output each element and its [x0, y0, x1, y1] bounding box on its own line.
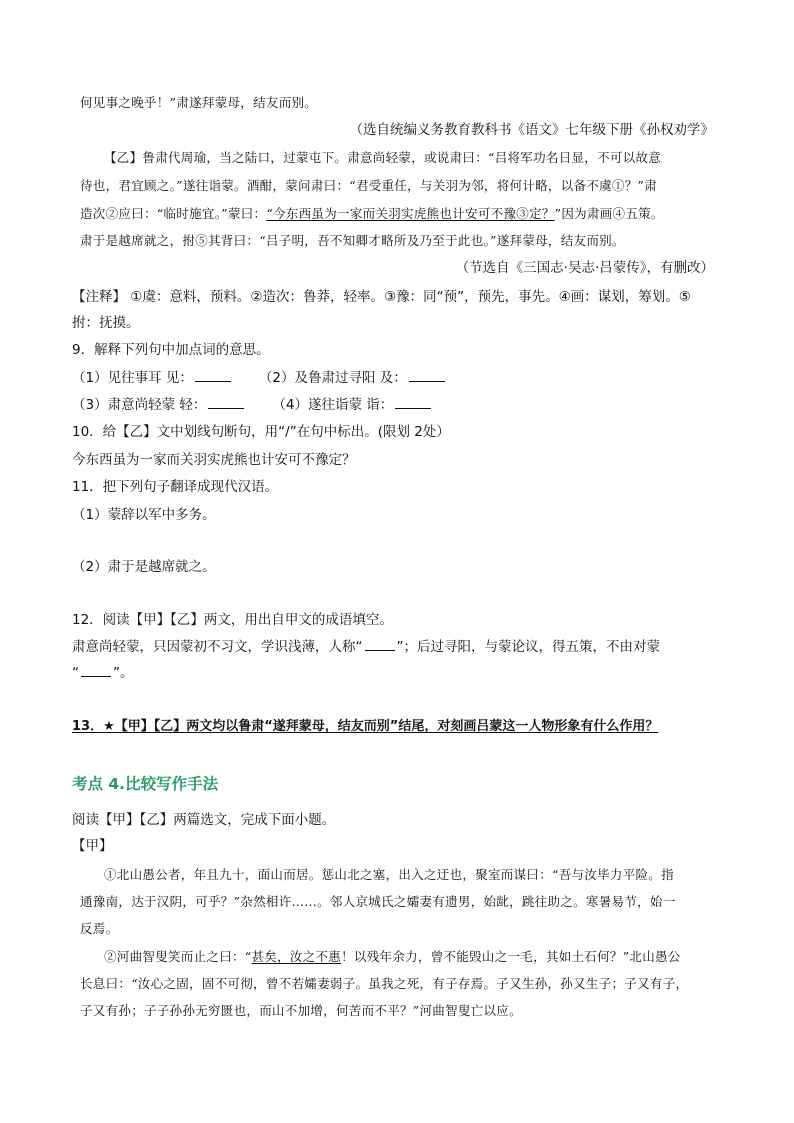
section-intro: 阅读【甲】【乙】两篇选文，完成下面小题。 [72, 812, 336, 828]
section-heading: 考点 4.比较写作手法 [72, 775, 219, 793]
jia-label: 【甲】 [72, 838, 113, 854]
question-13: 13．★【甲】【乙】两文均以鲁肃“遂拜蒙母，结友而别”结尾，对刻画吕蒙这一人物形象有什么作用？ [72, 719, 659, 734]
question-9-row-2 [72, 396, 433, 414]
passage-para2-line-1 [104, 948, 681, 966]
passage-yi-line-3-end: ”因为肃画④五策。 [554, 206, 664, 221]
question-11-item-1: （1）蒙辞以军中多务。 [72, 507, 216, 523]
notes-line-2: 拊：抚摸。 [72, 315, 140, 331]
para2-text: ②河曲智叟笑而止之曰：“ [104, 949, 252, 964]
q12-text: ”；后过寻阳，与蒙论议，得五策，不由对蒙 [396, 639, 660, 655]
notes-line-1: 【注释】 ①虞：意料，预料。②造次：鲁莽，轻率。③豫：同“预”，预先，事先。④画：谋划，筹划。⑤ [72, 289, 691, 305]
passage-yi-line-2: 待也，君宜顾之。”遂往诣蒙。酒酣，蒙问肃曰：“君受重任，与关羽为邻，将何计略，以备不虞①？”肃 [80, 178, 658, 193]
q12-text: “ [72, 665, 79, 681]
answer-blank[interactable] [208, 396, 244, 409]
passage-yi-line-3-start: 造次②应曰：“临时施宜。”蒙曰： [80, 206, 267, 221]
passage-yi-line-3 [80, 205, 664, 223]
source-citation-yi: （节选自《三国志·吴志·吕蒙传》，有删改） [455, 260, 714, 276]
para2-text: ！以残年余力，曾不能毁山之一毛，其如土石何？”北山愚公 [341, 949, 681, 964]
answer-blank[interactable] [395, 396, 431, 409]
passage-para2-line-3: 子又有孙；子子孙孙无穷匮也，而山不加增，何苦而不平？”河曲智叟亡以应。 [80, 1003, 522, 1018]
answer-blank[interactable] [81, 664, 111, 677]
question-11-title: 11．把下列句子翻译成现代汉语。 [72, 479, 279, 495]
passage-para1-line-2: 通豫南，达于汉阴，可乎？”杂然相许……。邻人京城氏之孀妻有遗男，始龀，跳往助之。寒暑易节，始一 [80, 894, 676, 909]
answer-blank[interactable] [409, 369, 445, 382]
passage-para1-line-3: 反焉。 [80, 921, 119, 936]
q9-item-2: （2）及鲁肃过寻阳 及： [258, 370, 407, 386]
q12-text: 肃意尚轻蒙，只因蒙初不习文，学识浅薄，人称“ [72, 639, 363, 655]
passage-jia-end: 何见事之晚乎！”肃遂拜蒙母，结友而别。 [80, 95, 318, 110]
q9-item-1: （1）见往事耳 见： [72, 370, 193, 386]
question-10-title: 10．给【乙】文中划线句断句，用“/”在句中标出。(限划 2处） [72, 424, 450, 440]
q9-item-3: （3）肃意尚轻蒙 轻： [72, 397, 207, 413]
question-10-sentence: 今东西虽为一家而关羽实虎熊也计安可不豫定？ [72, 452, 356, 468]
question-12-line-2 [72, 664, 134, 682]
passage-para1-line-1: ①北山愚公者，年且九十，面山而居。惩山北之塞，出入之迂也，聚室而谋曰：“吾与汝毕力平险。指 [104, 867, 674, 882]
underlined-phrase: 甚矣，汝之不惠 [251, 949, 342, 964]
question-9-row-1 [72, 369, 447, 387]
passage-yi-line-1: 【乙】鲁肃代周瑜，当之陆口，过蒙屯下。肃意尚轻蒙，或说肃曰：“吕将军功名日显，不可以故意 [104, 150, 662, 165]
question-9-title: 9．解释下列句中加点词的意思。 [72, 342, 270, 358]
answer-blank[interactable] [195, 369, 231, 382]
question-11-item-2: （2）肃于是越席就之。 [72, 559, 216, 575]
passage-para2-line-2: 长息曰：“汝心之固，固不可彻，曾不若孀妻弱子。虽我之死，有子存焉。子又生孙，孙又生子；子又有子， [80, 976, 689, 991]
source-citation-jia: （选自统编义务教育教科书《语文》七年级下册《孙权劝学》 [349, 122, 714, 138]
q12-text: ”。 [113, 665, 134, 681]
answer-blank[interactable] [365, 638, 395, 651]
passage-yi-line-4: 肃于是越席就之，拊⑤其背曰：“吕子明，吾不知卿才略所及乃至于此也。”遂拜蒙母，结友而别。 [80, 233, 625, 248]
underlined-sentence: “今东西虽为一家而关羽实虎熊也计安可不豫③定？ [266, 206, 555, 221]
q9-item-4: （4）遂往诣蒙 诣： [272, 397, 394, 413]
question-12-line-1 [72, 638, 660, 656]
question-12-title: 12．阅读【甲】【乙】两文，用出自甲文的成语填空。 [72, 612, 393, 628]
